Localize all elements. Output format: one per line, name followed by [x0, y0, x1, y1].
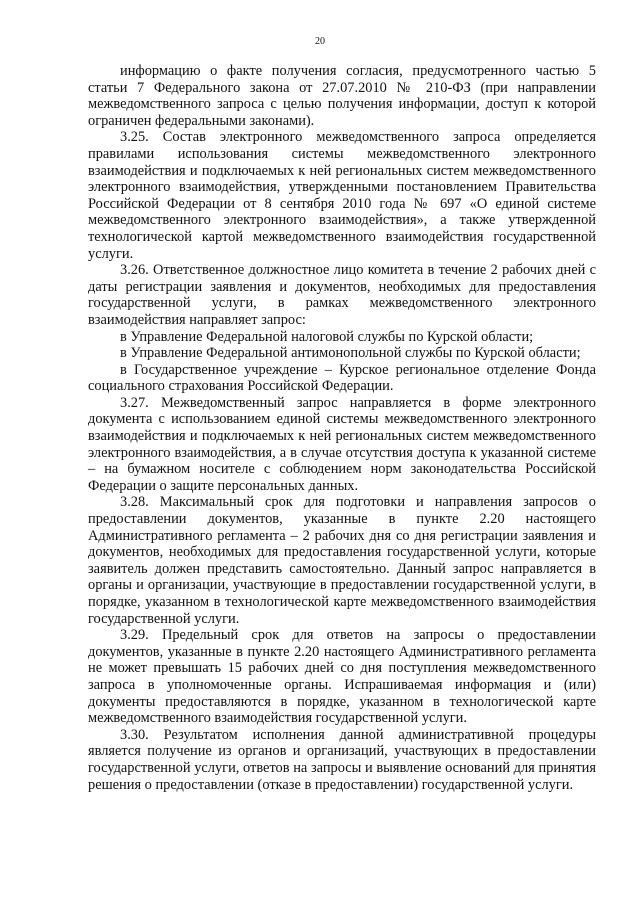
paragraph-3-27: 3.27. Межведомственный запрос направляется в форме электронного документа с использованием единой системы межведомственного электронного взаимодействия и подключаемых к ней региональных систем межведомственного электронного взаимодействия, а в случае отсутствия доступа к указанной системе – на бумажном носителе с соблюдением норм законодательства Российской Федерации о защите персональных данных. [88, 394, 596, 494]
paragraph-3-30: 3.30. Результатом исполнения данной административной процедуры является получение из органов и организаций, участвующих в предоставлении государственной услуги, ответов на запросы и выявление оснований для принятия решения о предоставлении (отказе в предоставлении) государственной услуги. [88, 726, 596, 793]
list-item-social-insurance-fund: в Государственное учреждение – Курское региональное отделение Фонда социального страхования Российской Федерации. [88, 361, 596, 395]
paragraph-continuation: информацию о факте получения согласия, предусмотренного частью 5 статьи 7 Федерального закона от 27.07.2010 № 210-ФЗ (при направлении межведомственного запроса с целью получения информации, доступ к которой ограничен федеральными законами). [88, 63, 596, 129]
paragraph-3-28: 3.28. Максимальный срок для подготовки и направления запросов о предоставлении документов, указанные в пункте 2.20 настоящего Административного регламента – 2 рабочих дня со дня регистрации заявления и документов, необходимых для предоставления государственной услуги, которые заявитель должен представить самостоятельно. Данный запрос направляется в органы и организации, участвующие в предоставлении государственной услуги, в порядке, указанном в технологической карте межведомственного взаимодействия государственной услуги. [88, 494, 596, 627]
page-number: 20 [315, 36, 325, 47]
paragraph-3-29: 3.29. Предельный срок для ответов на запросы о предоставлении документов, указанные в пункте 2.20 настоящего Административного регламента не может превышать 15 рабочих дней со дня поступления межведомственного запроса в уполномоченные органы. Испрашиваемая информация и (или) документы предоставляются в порядке, указанном в технологической карте межведомственного взаимодействия государственной услуги. [88, 627, 596, 727]
list-item-antimonopoly-service: в Управление Федеральной антимонопольной службы по Курской области; [120, 345, 581, 362]
list-item-tax-service: в Управление Федеральной налоговой службы по Курской области; [120, 328, 534, 345]
document-body [88, 63, 596, 793]
paragraph-3-25: 3.25. Состав электронного межведомственного запроса определяется правилами использования системы межведомственного электронного взаимодействия и подключаемых к ней региональных систем межведомственного электронного взаимодействия, утвержденными постановлением Правительства Российской Федерации от 8 сентября 2010 года № 697 «О единой системе межведомственного электронного взаимодействия», а также утвержденной технологической картой межведомственного взаимодействия государственной услуги. [88, 129, 596, 262]
paragraph-3-26: 3.26. Ответственное должностное лицо комитета в течение 2 рабочих дней с даты регистрации заявления и документов, необходимых для предоставления государственной услуги, в рамках межведомственного электронного взаимодействия направляет запрос: [88, 262, 596, 328]
